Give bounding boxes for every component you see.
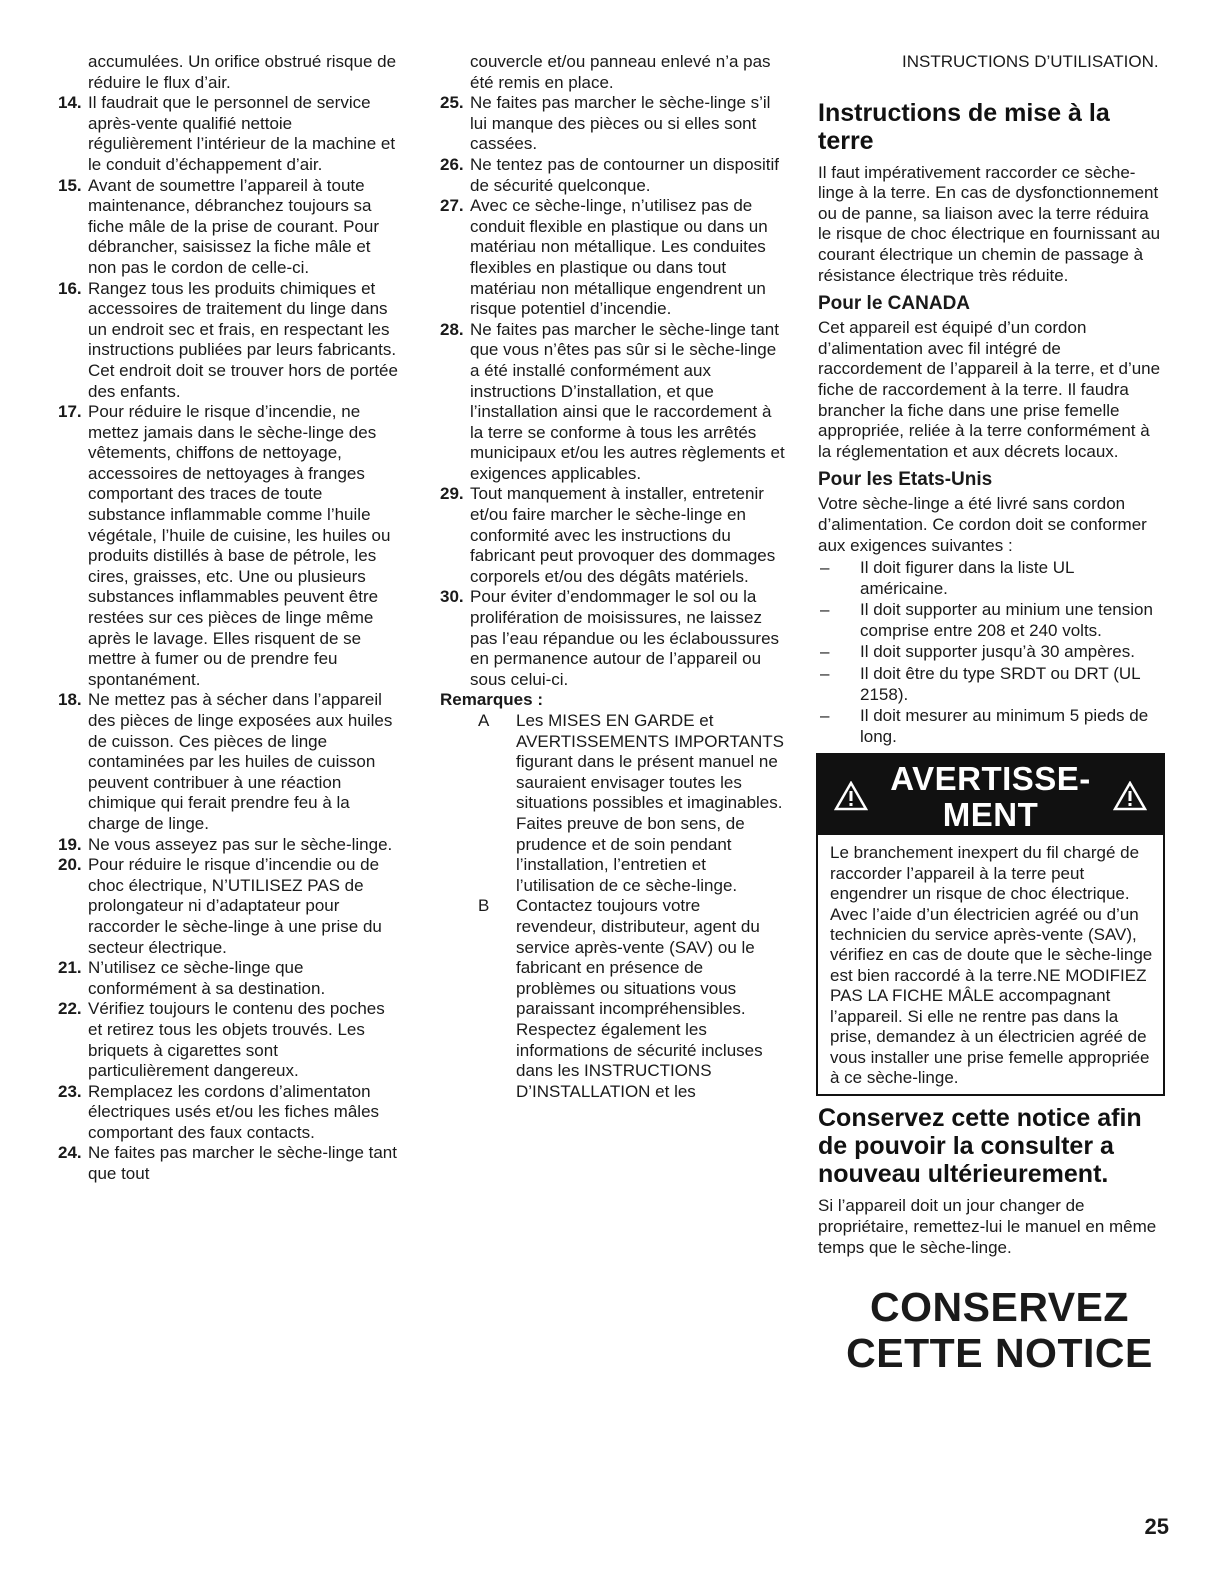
item-text: N’utilisez ce sèche-linge que conformément à sa destination. [88, 958, 326, 998]
item-number: 26. [440, 154, 464, 174]
warning-triangle-icon [834, 781, 868, 811]
warning-header [818, 755, 1163, 835]
keep-notice-banner [836, 1284, 1163, 1376]
requirement-text: Il doit supporter jusqu’à 30 ampères. [860, 642, 1135, 662]
list-item [58, 402, 398, 690]
item-text: Ne tentez pas de contourner un dispositif de sécurité quelconque. [470, 154, 780, 195]
item-text: Pour réduire le risque d’incendie ou de choc électrique, N’UTILISEZ PAS de prolongateur ni d’adaptateur pour raccorder le sèche-linge à une prise du secteur électrique. [88, 855, 382, 957]
item-number: 24. [58, 1143, 82, 1163]
item-text: Remplacez les cordons d’alimentaton électriques usés et/ou les fiches mâles comportant des faux contacts. [88, 1081, 380, 1142]
requirement-item [818, 600, 1163, 641]
item-text: Avec ce sèche-linge, n’utilisez pas de conduit flexible en plastique ou dans un matériau non métallique. Les conduites flexibles en plastique ou dans tout matériau non métallique engendrent un risque potentiel d’incendie. [470, 196, 768, 319]
list-item [58, 279, 398, 403]
item-text: Ne vous asseyez pas sur le sèche-linge. [88, 834, 393, 854]
item-text: Ne faites pas marcher le sèche-linge s’il lui manque des pièces ou si elles sont cassées. [470, 93, 771, 154]
item-number: 16. [58, 278, 82, 298]
keep-notice-heading: Conservez cette notice afin de pouvoir la consulter a nouveau ultérieurement. [818, 1104, 1142, 1189]
item-text: Ne faites pas marcher le sèche-linge tant que vous n’êtes pas sûr si le sèche-linge a été installé conformément aux instructions D’installation, et que l’installation ainsi que le raccordement à la terre se conforme à tous les arrêtés municipaux et/ou les autres règlements et exigences applicables. [470, 319, 785, 483]
requirement-item [818, 558, 1163, 599]
item-text: Pour éviter d’endommager le sol ou la prolifération de moisissures, ne laissez pas l’eau répandue ou les éclaboussures en permanence autour de l’appareil ou sous celui-ci. [470, 587, 780, 689]
requirement-text: Il doit supporter au minium une tension comprise entre 208 et 240 volts. [860, 600, 1153, 640]
list-item [58, 690, 398, 834]
list-item [440, 587, 785, 690]
us-heading: Pour les Etats-Unis [818, 469, 993, 491]
requirement-item [818, 642, 1163, 663]
item-number: 18. [58, 690, 82, 710]
canada-paragraph: Cet appareil est équipé d’un cordon d’alimentation avec fil intégré de raccordement de l’appareil à la terre, et d’une fiche de raccordement à la terre. Il faudra brancher la fiche dans une prise femelle appropriée, reliée à la terre conformément à la réglementation et aux décrets locaux. [818, 318, 1161, 461]
keep-notice-paragraph: Si l’appareil doit un jour changer de propriétaire, remettez-lui le manuel en même temps que le sèche-linge. [818, 1196, 1157, 1257]
grounding-heading: Instructions de mise à la terre [818, 98, 1110, 155]
remark-text: Contactez toujours votre revendeur, distributeur, agent du service après-vente (SAV) ou le fabricant en présence de problèmes ou situations vous paraissant incompréhensibles. Respectez également les informations de sécurité incluses dans les INSTRUCTIONS D’INSTALLATION et les [516, 896, 763, 1101]
safety-list-middle [440, 93, 785, 690]
item-number: 15. [58, 175, 82, 195]
item-text: Vérifiez toujours le contenu des poches et retirez tous les objets trouvés. Les briquets à cigarettes sont particulièrement dangereux. [88, 999, 385, 1081]
item-number: 28. [440, 319, 464, 339]
remark-item [440, 711, 785, 896]
remark-letter: B [478, 896, 490, 916]
canada-heading: Pour le CANADA [818, 293, 971, 315]
item-text: Avant de soumettre l’appareil à toute maintenance, débranchez toujours sa fiche mâle de la prise de courant. Pour débrancher, saisissez la fiche mâle et non pas le cordon de celle-ci. [88, 175, 380, 277]
grounding-paragraph: Il faut impérativement raccorder ce sèche-linge à la terre. En cas de dysfonctionnement ou de panne, sa liaison avec la terre réduira le risque de choc électrique en fournissant au courant électrique un chemin de passage à résistance électrique très réduite. [818, 162, 1161, 285]
item-number: 14. [58, 93, 82, 113]
keep-banner-line2: CETTE NOTICE [846, 1330, 1153, 1377]
continued-text: couvercle et/ou panneau enlevé n’a pas été remis en place. [470, 52, 771, 92]
remark-letter: A [478, 711, 490, 730]
continued-text: accumulées. Un orifice obstrué risque de réduire le flux d’air. [88, 52, 397, 92]
page-number: 25 [1144, 1514, 1169, 1539]
item-number: 29. [440, 484, 464, 504]
column-middle [440, 52, 785, 1102]
dash-bullet: – [820, 706, 830, 726]
item-number: 30. [440, 587, 464, 607]
requirement-item [818, 664, 1163, 705]
list-item [58, 1082, 398, 1144]
item-text: Il faudrait que le personnel de service après-vente qualifié nettoie régulièrement l’intérieur de la machine et le conduit d’échappement d’air. [88, 93, 396, 174]
remarks-list [440, 711, 785, 1102]
requirement-item [818, 706, 1163, 747]
remarks-heading: Remarques : [440, 690, 543, 710]
remark-text: Les MISES EN GARDE et AVERTISSEMENTS IMPORTANTS figurant dans le présent manuel ne sauraient envisager toutes les situations possibles et imaginables. Faites preuve de bon sens, de prudence et de soin pendant l’installation, l’entretien et l’utilisation de ce sèche-linge. [516, 711, 784, 895]
column-right [818, 52, 1163, 1376]
warning-text: Le branchement inexpert du fil chargé de raccorder l’appareil à la terre peut engendrer un risque de choc électrique. Avec l’aide d’un électricien agréé ou d’un technicien du service après-vente (SAV), vérifiez en cas de doute que le sèche-linge est bien raccordé à la terre.NE MODIFIEZ PAS LA FICHE MÂLE accompagnant l’appareil. Si elle ne rentre pas dans la prise, demandez à un électricien agréé de vous installer une prise femelle appropriée à ce sèche-linge. [830, 843, 1153, 1087]
us-requirements-list [818, 558, 1163, 747]
item-number: 17. [58, 402, 82, 422]
item-number: 25. [440, 93, 464, 113]
item-number: 22. [58, 999, 82, 1019]
list-item [58, 958, 398, 999]
warning-triangle-icon [1113, 781, 1147, 811]
list-item [440, 196, 785, 320]
list-item [58, 1143, 398, 1184]
dash-bullet: – [820, 642, 830, 662]
us-paragraph: Votre sèche-linge a été livré sans cordon d’alimentation. Ce cordon doit se conformer aux exigences suivantes : [818, 494, 1147, 555]
continued-text: INSTRUCTIONS D’UTILISATION. [902, 52, 1159, 71]
item-text: Rangez tous les produits chimiques et accessoires de traitement du linge dans un endroit sec et frais, en respectant les instructions publiées par leurs fabricants. Cet endroit doit se trouver hors de portée des enfants. [88, 278, 398, 401]
list-item [58, 93, 398, 175]
requirement-text: Il doit figurer dans la liste UL américaine. [860, 558, 1074, 598]
list-item [58, 176, 398, 279]
item-number: 20. [58, 855, 82, 875]
keep-banner-line1: CONSERVEZ [870, 1284, 1129, 1331]
item-text: Pour réduire le risque d’incendie, ne mettez jamais dans le sèche-linge des vêtements, chiffons de nettoyage, accessoires de nettoyages à franges comportant des traces de toute substance inflammable comme l’huile végétale, l’huile de cuisine, les huiles ou produits distillés à base de pétrole, les cires, graisses, etc. Une ou plusieurs substances inflammables peuvent être restées sur ces pièces de linge même après le lavage. Elles risquent de se mettre à fumer ou de prendre feu spontanément. [88, 402, 391, 689]
list-item [58, 855, 398, 958]
remark-item [440, 896, 785, 1102]
requirement-text: Il doit être du type SRDT ou DRT (UL 2158). [860, 664, 1140, 704]
dash-bullet: – [820, 558, 830, 578]
dash-bullet: – [820, 600, 830, 620]
list-item [58, 835, 398, 856]
list-item [440, 484, 785, 587]
item-text: Ne mettez pas à sécher dans l’appareil des pièces de linge exposées aux huiles de cuisson. Ces pièces de linge contaminées par les huiles de cuisson peuvent contribuer à une réaction chimique qui ferait prendre feu à la charge de linge. [88, 690, 393, 833]
column-left [58, 52, 398, 1185]
warning-box [816, 753, 1165, 1096]
list-item [440, 320, 785, 485]
warning-title-line2: MENT [942, 796, 1039, 834]
item-number: 23. [58, 1081, 82, 1101]
requirement-text: Il doit mesurer au minimum 5 pieds de long. [860, 706, 1149, 746]
item-number: 19. [58, 834, 82, 854]
item-number: 21. [58, 958, 82, 978]
item-text: Tout manquement à installer, entretenir et/ou faire marcher le sèche-linge en conformité avec les instructions du fabricant peut provoquer des dommages corporels et/ou des dégâts matériels. [470, 484, 776, 586]
warning-title-line1: AVERTISSE- [890, 760, 1091, 798]
item-text: Ne faites pas marcher le sèche-linge tant que tout [88, 1143, 397, 1184]
safety-list-left [58, 93, 398, 1184]
list-item [58, 999, 398, 1081]
list-item [440, 155, 785, 196]
dash-bullet: – [820, 664, 830, 684]
item-number: 27. [440, 196, 464, 216]
list-item [440, 93, 785, 155]
